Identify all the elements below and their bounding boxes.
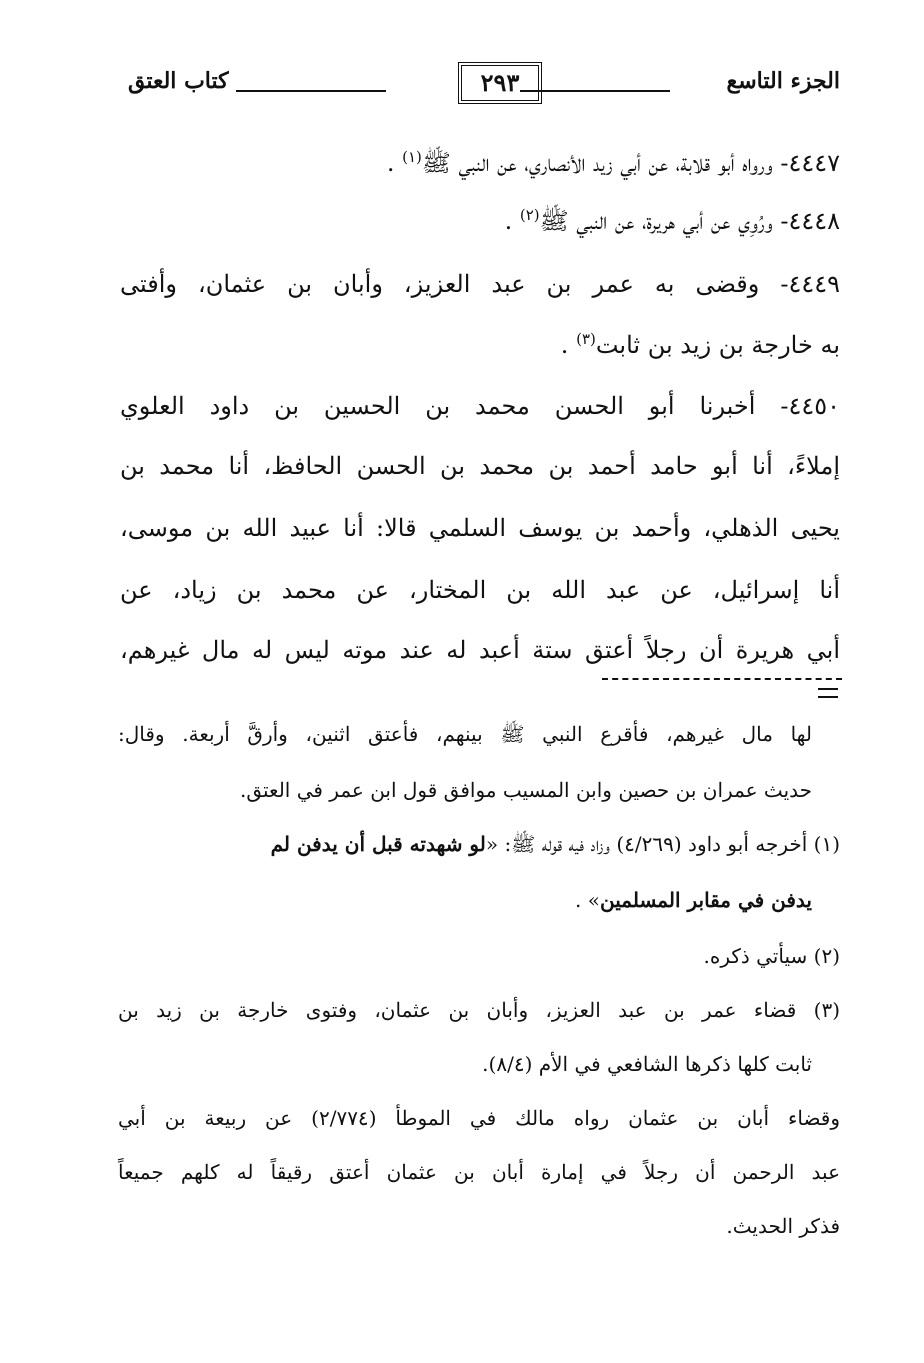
footnote-1-line-2: يدفن في مقابر المسلمين» . — [575, 888, 812, 912]
full-stop: . — [504, 207, 513, 235]
footnote-3-line-4: عبد الرحمن أن رجلاً في إمارة أبان بن عثمان أعتق رقيقاً له كلهم جميعاً — [118, 1160, 840, 1184]
continuation-mark — [818, 688, 838, 698]
footnote-ref-1: (١) — [402, 148, 422, 166]
hadith-4450-line-4: أنا إسرائيل، عن عبد الله بن المختار، عن محمد بن زياد، عن — [120, 576, 840, 604]
hadith-4448: ٤٤٤٨- ورُوِي عن أبي هريرة، عن النبي ﷺ$^{(٢)}$ . — [504, 206, 840, 235]
hadith-4450-line-2: إملاءً، أنا أبو حامد أحمد بن محمد بن الحسن الحافظ، أنا محمد بن — [120, 452, 840, 480]
hadith-4449-line-2: به خارجة بن زيد بن ثابت$^{(٣)}$ . — [560, 330, 840, 359]
book-title: كتاب العتق — [128, 68, 229, 94]
footnote-continuation-line-1: لها مال غيرهم، فأقرع النبي ﷺ بينهم، فأعتق اثنين، وأرقَّ أربعة. وقال: — [118, 722, 812, 746]
footnote-3-line-3: وقضاء أبان بن عثمان رواه مالك في الموطأ (٢/٧٧٤) عن ربيعة بن أبي — [118, 1106, 841, 1130]
footnote-3-line-5: فذكر الحديث. — [726, 1214, 840, 1238]
page-header — [128, 62, 840, 112]
hadith-4450-line-5: أبي هريرة أن رجلاً أعتق ستة أعبد له عند موته ليس له مال غيرهم، — [120, 636, 840, 664]
hadith-4449-line-1: ٤٤٤٩- وقضى به عمر بن عبد العزيز، وأبان بن عثمان، وأفتى — [120, 270, 840, 298]
part-title: الجزء التاسع — [726, 68, 840, 94]
footnote-ref-2: (٢) — [519, 206, 540, 224]
footnote-3-line-2: ثابت كلها ذكرها الشافعي في الأم (٨/٤). — [482, 1052, 812, 1076]
footnote-separator — [602, 678, 842, 680]
hadith-4450-line-1: ٤٤٥٠- أخبرنا أبو الحسن محمد بن الحسين بن داود العلوي — [120, 392, 840, 420]
header-rule-left — [236, 90, 386, 92]
footnote-1-line-1: (١) أخرجه أبو داود (٤/٢٦٩) وزاد فيه قوله ﷺ: «لو شهدته قبل أن يدفن لم — [270, 832, 840, 856]
hadith-4447: ٤٤٤٧- ورواه أبو قلابة، عن أبي زيد الأنصاري، عن النبي ﷺ$^{(١)}$ . — [386, 148, 840, 177]
page-number: ٢٩٣ — [458, 62, 542, 104]
header-rule-right — [520, 90, 670, 92]
hadith-4450-line-3: يحيى الذهلي، وأحمد بن يوسف السلمي قالا: أنا عبيد الله بن موسى، — [120, 514, 840, 542]
full-stop: . — [560, 331, 569, 359]
footnote-3-line-1: (٣) قضاء عمر بن عبد العزيز، وأبان بن عثمان، وفتوى خارجة بن زيد بن — [118, 998, 840, 1022]
footnote-continuation-line-2: حديث عمران بن حصين وابن المسيب موافق قول ابن عمر في العتق. — [239, 778, 812, 802]
full-stop: . — [386, 149, 395, 177]
footnote-2: (٢) سيأتي ذكره. — [703, 944, 840, 968]
footnote-ref-3: (٣) — [576, 330, 596, 348]
